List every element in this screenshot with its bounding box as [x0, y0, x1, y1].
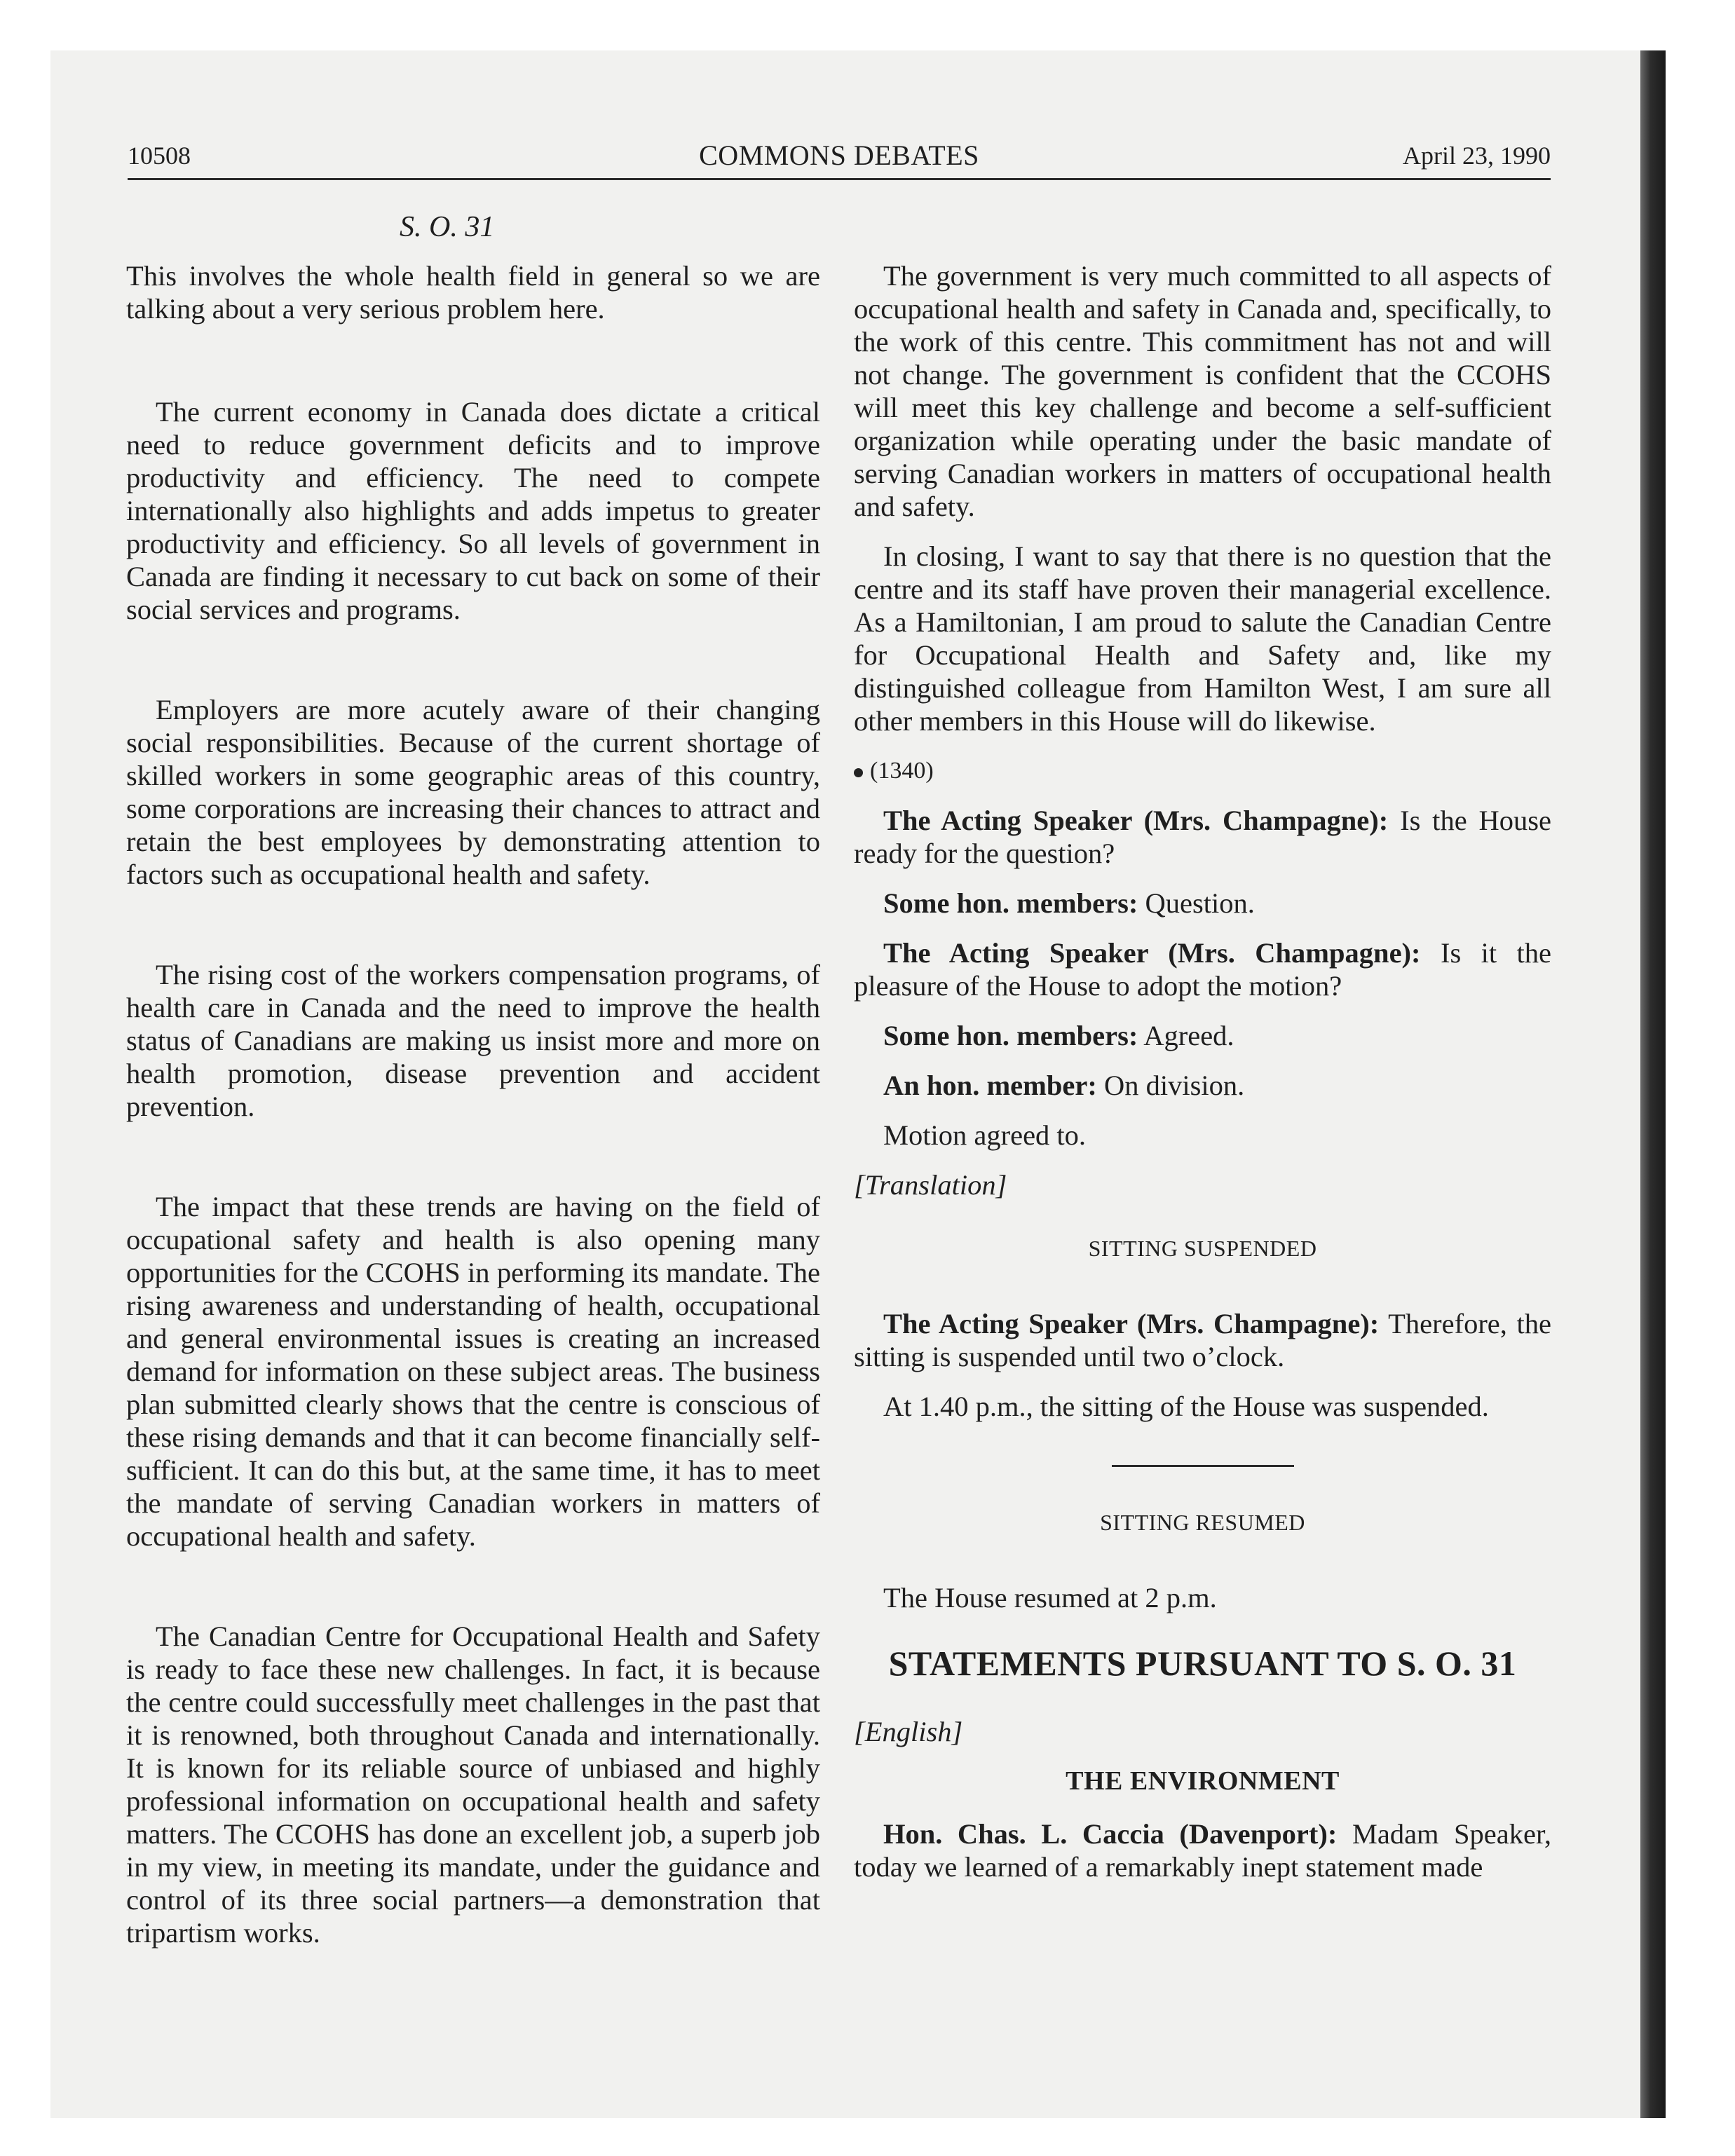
speech: [854, 1019, 1551, 1052]
suspension-note: At 1.40 p.m., the sitting of the House was suspended.: [883, 1391, 1489, 1422]
speaker-name: Some hon. members:: [883, 887, 1138, 919]
page-header: [128, 133, 1551, 180]
speech: [854, 936, 1551, 1002]
motion-result: Motion agreed to.: [883, 1119, 1087, 1151]
speaker-name: Hon. Chas. L. Caccia (Davenport):: [883, 1818, 1338, 1850]
sitting-suspended-heading: SITTING SUSPENDED: [1088, 1236, 1317, 1261]
scan-binding-edge: [1640, 50, 1666, 2118]
speaker-name: The Acting Speaker (Mrs. Champagne):: [883, 805, 1389, 836]
speech-text: Madam Speaker, today we learned of a remarkably inept statement made: [854, 1818, 1551, 1883]
speech-text: Question.: [1145, 887, 1255, 919]
left-column: [126, 259, 820, 2017]
bullet-icon: [854, 768, 863, 777]
english-tag: [English]: [854, 1716, 963, 1747]
speech-text: Therefore, the sitting is suspended until two o’clock.: [854, 1308, 1551, 1372]
speech-text: Agreed.: [1143, 1020, 1234, 1051]
resumption-note: The House resumed at 2 p.m.: [883, 1582, 1217, 1613]
speech-text: Is it the pleasure of the House to adopt the motion?: [854, 937, 1552, 1002]
translation-tag: [Translation]: [854, 1169, 1007, 1201]
right-column: [854, 259, 1551, 1900]
page-number: 10508: [128, 142, 191, 170]
time-marker-text: (1340): [870, 758, 934, 784]
paragraph: In closing, I want to say that there is no question that the centre and its staff have proven their managerial excellence. As a Hamiltonian, I am proud to salute the Canadian Centre for Occupational Health and Safety and, like my distinguished colleague from Hamilton West, I am sure all other members in this House will do likewise.: [854, 540, 1551, 737]
speech-text: Is the House ready for the question?: [854, 805, 1551, 869]
speaker-name: An hon. member:: [883, 1070, 1097, 1101]
paragraph: The government is very much committed to all aspects of occupational health and safety in Canada and, specifically, to the work of this centre. This commitment has not and will not change. The government is confident that the CCOHS will meet this key challenge and become a self-sufficient organization while operating under the basic mandate of serving Canadian workers in matters of occupational health and safety.: [854, 260, 1551, 522]
paragraph: The rising cost of the workers compensation programs, of health care in Canada and the need to improve the health status of Canadians are making us insist more and more on health promotion, disease prevention and accident prevention.: [126, 959, 820, 1122]
statements-heading: STATEMENTS PURSUANT TO S. O. 31: [888, 1644, 1517, 1683]
paragraph: The impact that these trends are having on the field of occupational safety and health is also opening many opportunities for the CCOHS in performing its mandate. The rising awareness and understanding of health, occupational and general environmental issues is creating an increased demand for information on these subject areas. The business plan submitted clearly shows that the centre is conscious of these rising demands and that it can become financially self-sufficient. It can do this but, at the same time, it has to meet the mandate of serving Canadian workers in matters of occupational health and safety.: [126, 1191, 820, 1552]
section-divider: [1112, 1465, 1294, 1467]
speaker-name: The Acting Speaker (Mrs. Champagne):: [883, 1308, 1380, 1339]
page-date: April 23, 1990: [1403, 142, 1551, 170]
speech: [854, 1307, 1551, 1373]
time-marker: [854, 754, 1551, 787]
speech: [854, 887, 1551, 920]
publication-title: COMMONS DEBATES: [699, 139, 979, 171]
speech-text: On division.: [1103, 1070, 1245, 1101]
paragraph: The Canadian Centre for Occupational Health and Safety is ready to face these new challenges. In fact, it is because the centre could successfully meet challenges in the past that it is renowned, both throughout Canada and internationally. It is known for its reliable source of unbiased and highly professional information on occupational health and safety matters. The CCOHS has done an excellent job, a superb job in my view, in meeting its mandate, under the guidance and control of its three social partners—a demonstration that tripartism works.: [126, 1621, 820, 1949]
speech: [854, 1069, 1551, 1102]
paragraph: Employers are more acutely aware of their changing social responsibilities. Because of the current shortage of skilled workers in some geographic areas of this country, some corporations are increasing their chances to attract and retain the best employees by demonstrating attention to factors such as occupational health and safety.: [126, 694, 820, 890]
environment-heading: THE ENVIRONMENT: [1066, 1766, 1340, 1796]
standing-order-reference: S. O. 31: [400, 211, 495, 243]
speaker-name: Some hon. members:: [883, 1020, 1138, 1051]
speaker-name: The Acting Speaker (Mrs. Champagne):: [883, 937, 1421, 969]
speech: [854, 804, 1551, 870]
paragraph: The current economy in Canada does dictate a critical need to reduce government deficits and to improve productivity and efficiency. The need to compete internationally also highlights and adds impetus to greater productivity and efficiency. So all levels of government in Canada are finding it necessary to cut back on some of their social services and programs.: [126, 396, 820, 625]
paragraph: This involves the whole health field in general so we are talking about a very serious problem here.: [126, 260, 820, 325]
sitting-resumed-heading: SITTING RESUMED: [1100, 1510, 1305, 1535]
speech: [854, 1817, 1551, 1883]
